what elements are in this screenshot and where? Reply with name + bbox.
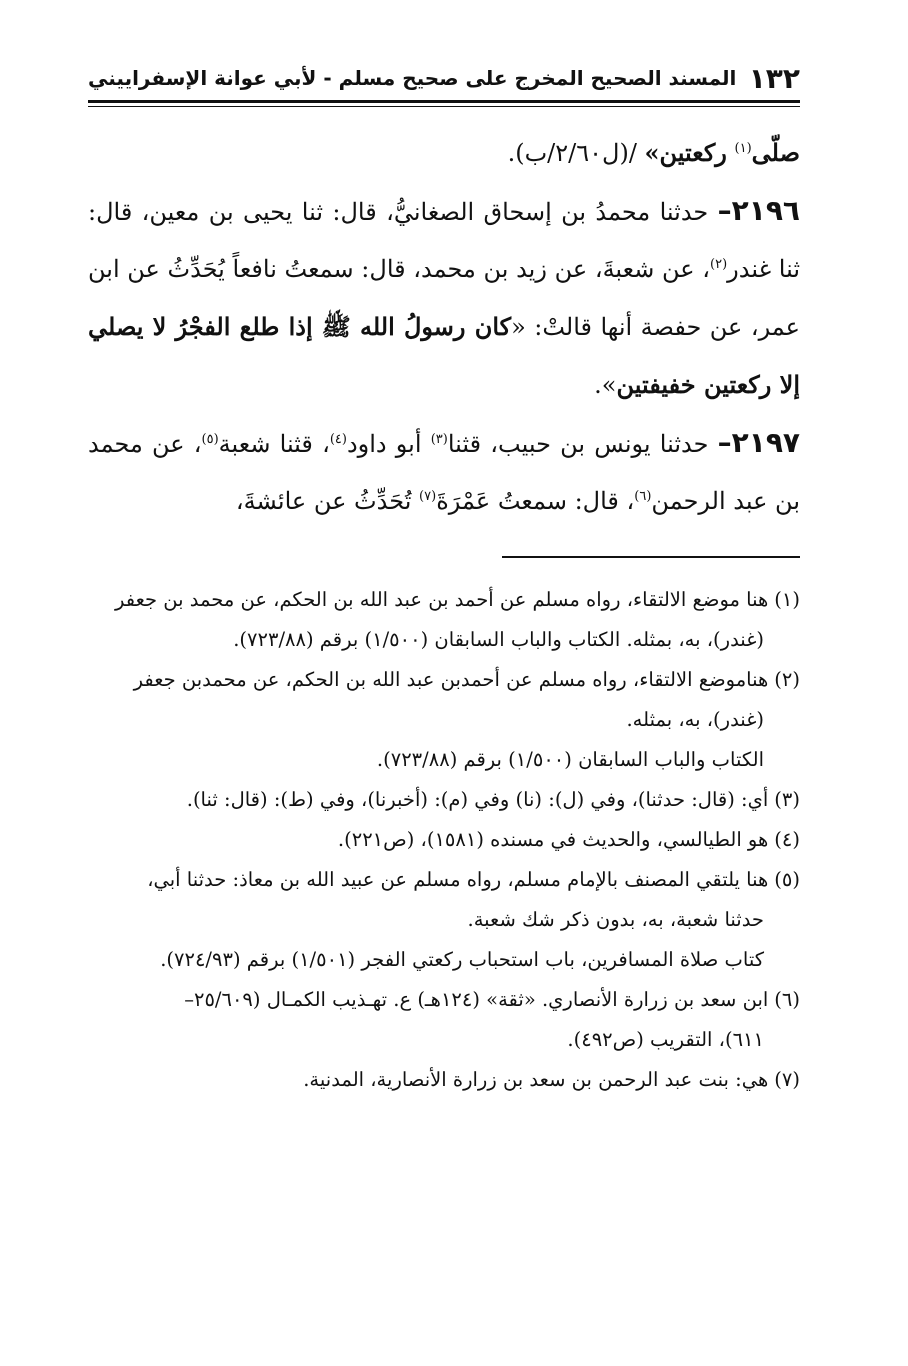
footnote-separator	[502, 556, 800, 558]
footnote-1-cont: (غندر)، به، بمثله. الكتاب والباب السابقان (١/٥٠٠) برقم (٧٢٣/٨٨).	[233, 628, 764, 651]
header-rule-thin	[88, 106, 800, 107]
header-rule	[88, 100, 800, 103]
footnote-text: هناموضع الالتقاء، رواه مسلم عن أحمدبن عبد الله بن الحكم، عن محمدبن جعفر	[133, 668, 769, 691]
isnad-text: حدثنا محمدُ بن إسحاق الصغانيُّ، قال: ثنا يحيى بن معين، قال: ثنا غندر	[88, 198, 801, 283]
footnote-1	[88, 580, 800, 620]
footnote-number: (٥)	[774, 868, 800, 891]
footnote-ref[interactable]: (١)	[734, 141, 752, 156]
footnote-ref[interactable]: (٣)	[430, 432, 448, 447]
footnote-6	[88, 980, 800, 1020]
footnote-text: هنا يلتقي المصنف بالإمام مسلم، رواه مسلم عن عبيد الله بن معاذ: حدثنا أبي،	[147, 868, 769, 891]
isnad-text: تُحَدِّثُ عن عائشةَ،	[235, 487, 420, 515]
footnote-text: هنا موضع الالتقاء، رواه مسلم عن أحمد بن عبد الله بن الحكم، عن محمد بن جعفر	[114, 588, 769, 611]
matn-text: كان رسولُ الله ﷺ إذا طلع الفجْرُ لا يصلي إلا ركعتين خفيفتين	[88, 312, 800, 399]
footnote-ref[interactable]: (٢)	[710, 257, 728, 272]
running-title: المسند الصحيح المخرج على صحيح مسلم - لأبي عوانة الإسفراييني	[88, 66, 737, 90]
isnad-text: ، عن شعبةَ، عن زيد بن محمد، قال: سمعتُ نافعاً يُحَدِّثُ عن ابن عمر، عن حفصة أنها قالتْ: «	[88, 255, 801, 341]
isnad-text: ، قثنا شعبة	[218, 430, 330, 458]
footnote-text: ابن سعد بن زرارة الأنصاري. «ثقة» (١٢٤هـ) ع. تهـذيب الكمـال (٢٥/٦٠٩–	[184, 988, 769, 1011]
footnote-ref[interactable]: (٥)	[201, 432, 219, 447]
closing-quote: ».	[594, 371, 617, 399]
footnote-text: هو الطيالسي، والحديث في مسنده (١٥٨١)، (ص٢٢١).	[337, 828, 769, 851]
footnote-2	[88, 660, 800, 700]
hadith-text-bold: ركعتين»	[644, 138, 727, 167]
hadith-2197	[88, 414, 800, 530]
footnotes	[88, 580, 800, 1100]
isnad-text: أبو داود	[346, 430, 431, 458]
footnote-text: أي: (قال: حدثنا)، وفي (ل): (نا) وفي (م): (أخبرنا)، وفي (ط): (قال: ثنا).	[186, 788, 769, 811]
footnote-text: هي: بنت عبد الرحمن بن سعد بن زرارة الأنصارية، المدنية.	[303, 1068, 769, 1091]
footnote-number: (١)	[774, 588, 800, 611]
footnote-ref[interactable]: (٤)	[329, 432, 347, 447]
footnote-4	[88, 820, 800, 860]
footnote-2-cont: (غندر)، به، بمثله.	[626, 708, 764, 731]
isnad-text: ، قال: سمعتُ عَمْرَةَ	[436, 487, 635, 515]
hadith-number: ٢١٩٦–	[717, 194, 800, 227]
isnad-text: ، عن محمد بن عبد الرحمن	[88, 430, 800, 515]
footnote-number: (٧)	[774, 1068, 800, 1091]
continuation-line	[88, 124, 800, 182]
footnote-number: (٢)	[774, 668, 800, 691]
footnote-5-cont: حدثنا شعبة، به، بدون ذكر شك شعبة.	[467, 908, 764, 931]
footnote-number: (٦)	[774, 988, 800, 1011]
main-text	[88, 124, 800, 530]
text-word: صلّى	[751, 138, 800, 167]
footnote-2-extra: الكتاب والباب السابقان (١/٥٠٠) برقم (٧٢٣/٨٨).	[376, 748, 764, 771]
hadith-number: ٢١٩٧–	[717, 426, 800, 459]
page-number: ١٣٢	[748, 61, 800, 95]
footnote-number: (٤)	[774, 828, 800, 851]
page-header	[88, 58, 800, 98]
footnote-number: (٣)	[774, 788, 800, 811]
manuscript-ref: /(ل٢/٦٠/ب).	[507, 139, 645, 167]
footnote-5-extra: كتاب صلاة المسافرين، باب استحباب ركعتي الفجر (١/٥٠١) برقم (٧٢٤/٩٣).	[160, 948, 764, 971]
footnote-ref[interactable]: (٦)	[634, 489, 652, 504]
footnote-6-cont: ٦١١)، التقريب (ص٤٩٢).	[567, 1028, 764, 1051]
footnote-3	[88, 780, 800, 820]
footnote-ref[interactable]: (٧)	[419, 489, 437, 504]
footnote-5	[88, 860, 800, 900]
isnad-text: حدثنا يونس بن حبيب، قثنا	[447, 430, 718, 458]
footnote-7	[88, 1060, 800, 1100]
hadith-2196	[88, 182, 800, 414]
